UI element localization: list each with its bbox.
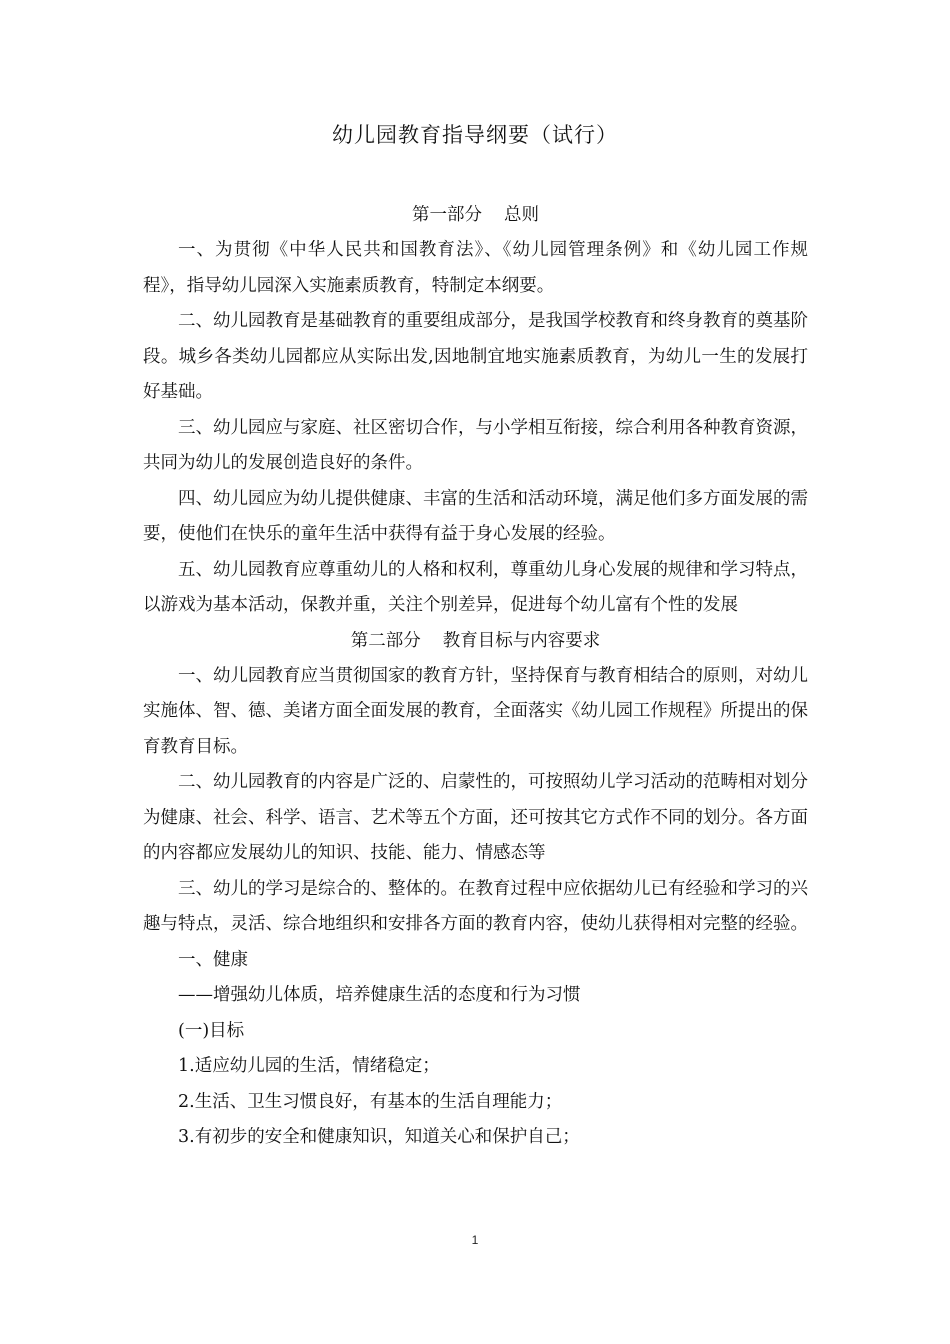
paragraph: 一、为贯彻《中华人民共和国教育法》、《幼儿园管理条例》和《幼儿园工作规程》，指导幼儿园深入实施素质教育，特制定本纲要。 <box>143 240 808 296</box>
document-body <box>143 198 808 1156</box>
goal-item: 1.适应幼儿园的生活，情绪稳定； <box>178 1056 440 1076</box>
paragraph: 四、幼儿园应为幼儿提供健康、丰富的生活和活动环境，满足他们多方面发展的需要，使他们在快乐的童年生活中获得有益于身心发展的经验。 <box>143 488 808 544</box>
part1-heading-text: 总则 <box>504 205 539 225</box>
goal-item: 3.有初步的安全和健康知识，知道关心和保护自己； <box>178 1127 580 1147</box>
part2-heading-number: 第二部分 <box>350 630 421 651</box>
part1-heading <box>143 198 808 233</box>
page-number: 1 <box>471 1233 479 1247</box>
paragraph: 二、幼儿园教育是基础教育的重要组成部分，是我国学校教育和终身教育的奠基阶段。城乡各类幼儿园都应从实际出发,因地制宜地实施素质教育，为幼儿一生的发展打好基础。 <box>143 311 808 402</box>
paragraph: 二、幼儿园教育的内容是广泛的、启蒙性的，可按照幼儿学习活动的范畴相对划分为健康、社会、科学、语言、艺术等五个方面，还可按其它方式作不同的划分。各方面的内容都应发展幼儿的知识、技能、能力、情感态等 <box>143 772 808 863</box>
goal-item: 2.生活、卫生习惯良好，有基本的生活自理能力； <box>178 1091 563 1112</box>
section-subtitle: ——增强幼儿体质，培养健康生活的态度和行为习惯 <box>178 985 581 1005</box>
paragraph: 一、幼儿园教育应当贯彻国家的教育方针，坚持保育与教育相结合的原则，对幼儿实施体、智、德、美诸方面全面发展的教育，全面落实《幼儿园工作规程》所提出的保育教育目标。 <box>143 665 808 757</box>
paragraph: 三、幼儿的学习是综合的、整体的。在教育过程中应依据幼儿已有经验和学习的兴趣与特点，灵活、综合地组织和安排各方面的教育内容，使幼儿获得相对完整的经验。 <box>143 878 808 934</box>
part1-heading-number: 第一部分 <box>412 205 482 225</box>
goals-heading: (一)目标 <box>178 1020 245 1041</box>
section-heading-health: 一、健康 <box>178 949 248 970</box>
part2-heading-text: 教育目标与内容要求 <box>442 630 601 651</box>
paragraph: 五、幼儿园教育应尊重幼儿的人格和权利，尊重幼儿身心发展的规律和学习特点，以游戏为基本活动，保教并重，关注个别差异，促进每个幼儿富有个性的发展 <box>143 559 808 615</box>
document-title: 幼儿园教育指导纲要（试行） <box>332 123 618 147</box>
paragraph: 三、幼儿园应与家庭、社区密切合作，与小学相互衔接，综合利用各种教育资源，共同为幼儿的发展创造良好的条件。 <box>143 417 808 473</box>
part2-heading <box>143 624 808 659</box>
